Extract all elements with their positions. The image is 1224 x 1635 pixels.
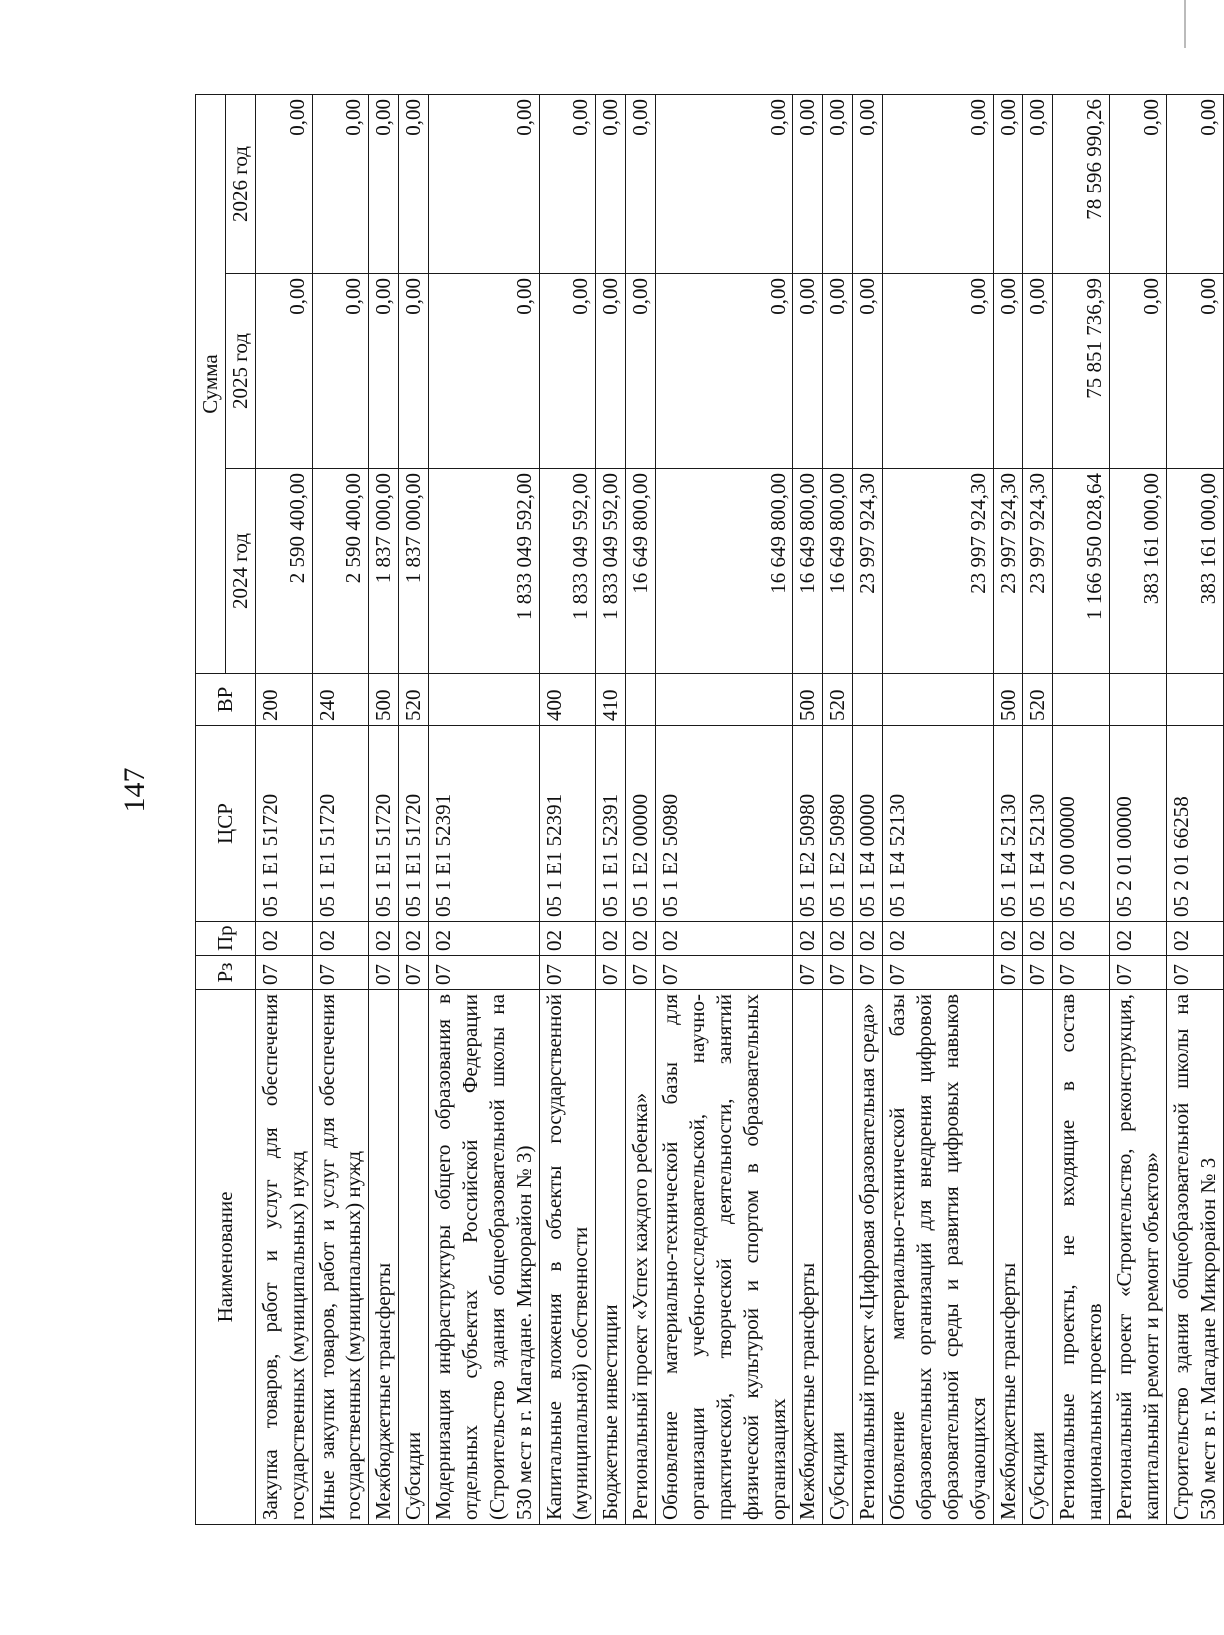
row-name: Межбюджетные трансферты bbox=[369, 990, 399, 1525]
row-rz: 07 bbox=[399, 956, 429, 990]
row-vr: 400 bbox=[539, 674, 596, 726]
row-rz: 07 bbox=[429, 956, 540, 990]
row-csr: 05 1 E2 50980 bbox=[823, 726, 853, 922]
table-row bbox=[1023, 94, 1053, 1524]
row-amount-2025: 0,00 bbox=[1110, 274, 1167, 469]
header-rz: Рз bbox=[196, 956, 256, 990]
header-vr: ВР bbox=[196, 674, 256, 726]
row-rz: 07 bbox=[793, 956, 823, 990]
row-csr: 05 1 E1 52391 bbox=[539, 726, 596, 922]
row-pr: 02 bbox=[1110, 922, 1167, 956]
budget-table bbox=[195, 94, 1224, 1525]
row-amount-2026: 0,00 bbox=[1023, 94, 1053, 273]
row-name: Межбюджетные трансферты bbox=[793, 990, 823, 1525]
row-name: Региональный проект «Успех каждого ребенка» bbox=[626, 990, 656, 1525]
row-vr bbox=[429, 674, 540, 726]
row-vr bbox=[883, 674, 994, 726]
header-year-2024: 2024 год bbox=[225, 469, 255, 674]
row-amount-2026: 0,00 bbox=[312, 94, 369, 273]
budget-table-container bbox=[195, 95, 1220, 1525]
row-pr: 02 bbox=[596, 922, 626, 956]
row-rz: 07 bbox=[883, 956, 994, 990]
row-pr: 02 bbox=[312, 922, 369, 956]
row-amount-2024: 1 166 950 028,64 bbox=[1053, 469, 1110, 674]
header-year-2025: 2025 год bbox=[225, 274, 255, 469]
row-csr: 05 1 E1 52391 bbox=[429, 726, 540, 922]
row-pr: 02 bbox=[1166, 922, 1223, 956]
table-row bbox=[1166, 94, 1223, 1524]
row-amount-2024: 23 997 924,30 bbox=[853, 469, 883, 674]
row-pr: 02 bbox=[255, 922, 312, 956]
row-name: Региональные проекты, не входящие в состав национальных проектов bbox=[1053, 990, 1110, 1525]
row-vr: 410 bbox=[596, 674, 626, 726]
row-amount-2025: 0,00 bbox=[883, 274, 994, 469]
row-vr: 500 bbox=[793, 674, 823, 726]
row-vr bbox=[1110, 674, 1167, 726]
row-amount-2026: 0,00 bbox=[369, 94, 399, 273]
row-csr: 05 1 E4 52130 bbox=[993, 726, 1023, 922]
row-pr: 02 bbox=[656, 922, 793, 956]
row-csr: 05 1 E4 52130 bbox=[1023, 726, 1053, 922]
row-rz: 07 bbox=[1166, 956, 1223, 990]
row-name: Иные закупки товаров, работ и услуг для обеспечения государственных (муниципальных) нужд bbox=[312, 990, 369, 1525]
row-amount-2024: 1 833 049 592,00 bbox=[429, 469, 540, 674]
row-amount-2026: 0,00 bbox=[883, 94, 994, 273]
row-amount-2026: 0,00 bbox=[1166, 94, 1223, 273]
table-body bbox=[255, 94, 1223, 1524]
row-amount-2024: 383 161 000,00 bbox=[1166, 469, 1223, 674]
row-vr: 520 bbox=[399, 674, 429, 726]
row-name: Капитальные вложения в объекты государственной (муниципальной) собственности bbox=[539, 990, 596, 1525]
row-csr: 05 1 E1 51720 bbox=[255, 726, 312, 922]
row-vr: 500 bbox=[369, 674, 399, 726]
row-csr: 05 2 00 00000 bbox=[1053, 726, 1110, 922]
row-vr: 240 bbox=[312, 674, 369, 726]
header-year-2026: 2026 год bbox=[225, 94, 255, 273]
header-pr: Пр bbox=[196, 922, 256, 956]
row-vr bbox=[656, 674, 793, 726]
row-csr: 05 1 E2 00000 bbox=[626, 726, 656, 922]
row-rz: 07 bbox=[255, 956, 312, 990]
row-amount-2026: 78 596 990,26 bbox=[1053, 94, 1110, 273]
row-amount-2025: 0,00 bbox=[993, 274, 1023, 469]
row-name: Обновление материально-технической базы образовательных организаций для внедрения цифровой образовательной среды и развития цифровых навыков обучающихся bbox=[883, 990, 994, 1525]
table-row bbox=[823, 94, 853, 1524]
row-amount-2024: 16 649 800,00 bbox=[656, 469, 793, 674]
row-csr: 05 1 E1 51720 bbox=[369, 726, 399, 922]
row-amount-2025: 0,00 bbox=[429, 274, 540, 469]
row-amount-2024: 23 997 924,30 bbox=[1023, 469, 1053, 674]
row-name: Закупка товаров, работ и услуг для обеспечения государственных (муниципальных) нужд bbox=[255, 990, 312, 1525]
row-vr: 520 bbox=[823, 674, 853, 726]
row-pr: 02 bbox=[539, 922, 596, 956]
row-amount-2026: 0,00 bbox=[429, 94, 540, 273]
table-row bbox=[596, 94, 626, 1524]
row-amount-2025: 75 851 736,99 bbox=[1053, 274, 1110, 469]
row-name: Региональный проект «Строительство, реконструкция, капитальный ремонт и ремонт объектов» bbox=[1110, 990, 1167, 1525]
row-csr: 05 2 01 00000 bbox=[1110, 726, 1167, 922]
row-amount-2025: 0,00 bbox=[255, 274, 312, 469]
row-amount-2025: 0,00 bbox=[853, 274, 883, 469]
row-pr: 02 bbox=[369, 922, 399, 956]
row-vr: 520 bbox=[1023, 674, 1053, 726]
row-csr: 05 1 E4 00000 bbox=[853, 726, 883, 922]
row-amount-2024: 16 649 800,00 bbox=[626, 469, 656, 674]
table-row bbox=[793, 94, 823, 1524]
row-csr: 05 1 E2 50980 bbox=[793, 726, 823, 922]
row-rz: 07 bbox=[596, 956, 626, 990]
table-row bbox=[883, 94, 994, 1524]
row-amount-2024: 383 161 000,00 bbox=[1110, 469, 1167, 674]
row-name: Обновление материально-технической базы для организации учебно-исследовательской, научно-практической, творческой деятельности, занятий физической культурой и спортом в образовательных организациях bbox=[656, 990, 793, 1525]
row-amount-2024: 1 837 000,00 bbox=[399, 469, 429, 674]
row-pr: 02 bbox=[1053, 922, 1110, 956]
row-rz: 07 bbox=[993, 956, 1023, 990]
row-pr: 02 bbox=[793, 922, 823, 956]
row-amount-2026: 0,00 bbox=[853, 94, 883, 273]
row-rz: 07 bbox=[626, 956, 656, 990]
table-row bbox=[399, 94, 429, 1524]
row-amount-2025: 0,00 bbox=[539, 274, 596, 469]
header-csr: ЦСР bbox=[196, 726, 256, 922]
row-amount-2026: 0,00 bbox=[626, 94, 656, 273]
row-amount-2025: 0,00 bbox=[369, 274, 399, 469]
row-amount-2025: 0,00 bbox=[1166, 274, 1223, 469]
table-row bbox=[853, 94, 883, 1524]
row-vr bbox=[853, 674, 883, 726]
row-rz: 07 bbox=[853, 956, 883, 990]
row-amount-2024: 1 837 000,00 bbox=[369, 469, 399, 674]
row-amount-2026: 0,00 bbox=[255, 94, 312, 273]
row-rz: 07 bbox=[656, 956, 793, 990]
row-name: Субсидии bbox=[399, 990, 429, 1525]
row-amount-2025: 0,00 bbox=[626, 274, 656, 469]
row-pr: 02 bbox=[399, 922, 429, 956]
row-pr: 02 bbox=[429, 922, 540, 956]
table-row bbox=[539, 94, 596, 1524]
header-sum: Сумма bbox=[196, 94, 226, 673]
row-amount-2026: 0,00 bbox=[823, 94, 853, 273]
row-pr: 02 bbox=[823, 922, 853, 956]
table-row bbox=[1110, 94, 1167, 1524]
row-name: Модернизация инфраструктуры общего образования в отдельных субъектах Российской Федерации (Строительство здания общеобразовательной школы на 530 мест в г. Магадане. Микрорайон № 3) bbox=[429, 990, 540, 1525]
row-amount-2024: 23 997 924,30 bbox=[993, 469, 1023, 674]
row-rz: 07 bbox=[1023, 956, 1053, 990]
row-name: Региональный проект «Цифровая образовательная среда» bbox=[853, 990, 883, 1525]
row-amount-2025: 0,00 bbox=[656, 274, 793, 469]
row-name: Межбюджетные трансферты bbox=[993, 990, 1023, 1525]
row-amount-2025: 0,00 bbox=[793, 274, 823, 469]
row-pr: 02 bbox=[626, 922, 656, 956]
row-rz: 07 bbox=[539, 956, 596, 990]
row-pr: 02 bbox=[1023, 922, 1053, 956]
row-vr bbox=[1053, 674, 1110, 726]
row-name: Субсидии bbox=[823, 990, 853, 1525]
table-row bbox=[429, 94, 540, 1524]
row-amount-2025: 0,00 bbox=[399, 274, 429, 469]
row-amount-2024: 1 833 049 592,00 bbox=[596, 469, 626, 674]
table-row bbox=[1053, 94, 1110, 1524]
row-amount-2025: 0,00 bbox=[596, 274, 626, 469]
row-pr: 02 bbox=[993, 922, 1023, 956]
row-pr: 02 bbox=[883, 922, 994, 956]
row-amount-2024: 16 649 800,00 bbox=[823, 469, 853, 674]
row-amount-2024: 2 590 400,00 bbox=[255, 469, 312, 674]
row-name: Бюджетные инвестиции bbox=[596, 990, 626, 1525]
row-amount-2026: 0,00 bbox=[596, 94, 626, 273]
row-csr: 05 1 E1 51720 bbox=[399, 726, 429, 922]
row-amount-2026: 0,00 bbox=[993, 94, 1023, 273]
row-csr: 05 1 E1 52391 bbox=[596, 726, 626, 922]
table-row bbox=[312, 94, 369, 1524]
row-amount-2024: 2 590 400,00 bbox=[312, 469, 369, 674]
row-amount-2026: 0,00 bbox=[656, 94, 793, 273]
table-row bbox=[993, 94, 1023, 1524]
table-row bbox=[626, 94, 656, 1524]
row-pr: 02 bbox=[853, 922, 883, 956]
row-csr: 05 1 E2 50980 bbox=[656, 726, 793, 922]
row-rz: 07 bbox=[823, 956, 853, 990]
row-rz: 07 bbox=[1053, 956, 1110, 990]
row-amount-2025: 0,00 bbox=[1023, 274, 1053, 469]
row-vr: 500 bbox=[993, 674, 1023, 726]
row-name: Субсидии bbox=[1023, 990, 1053, 1525]
row-amount-2024: 23 997 924,30 bbox=[883, 469, 994, 674]
row-amount-2025: 0,00 bbox=[823, 274, 853, 469]
table-row bbox=[656, 94, 793, 1524]
row-amount-2024: 16 649 800,00 bbox=[793, 469, 823, 674]
row-amount-2026: 0,00 bbox=[539, 94, 596, 273]
row-amount-2024: 1 833 049 592,00 bbox=[539, 469, 596, 674]
row-csr: 05 1 E1 51720 bbox=[312, 726, 369, 922]
table-row bbox=[255, 94, 312, 1524]
row-csr: 05 1 E4 52130 bbox=[883, 726, 994, 922]
row-vr bbox=[1166, 674, 1223, 726]
row-rz: 07 bbox=[312, 956, 369, 990]
table-row bbox=[369, 94, 399, 1524]
header-name: Наименование bbox=[196, 990, 256, 1525]
row-vr: 200 bbox=[255, 674, 312, 726]
row-rz: 07 bbox=[369, 956, 399, 990]
row-amount-2026: 0,00 bbox=[1110, 94, 1167, 273]
row-amount-2026: 0,00 bbox=[399, 94, 429, 273]
row-amount-2026: 0,00 bbox=[793, 94, 823, 273]
row-rz: 07 bbox=[1110, 956, 1167, 990]
row-name: Строительство здания общеобразовательной школы на 530 мест в г. Магадане Микрорайон № 3 bbox=[1166, 990, 1223, 1525]
page-number: 147 bbox=[118, 767, 151, 813]
scan-edge-mark bbox=[1184, 0, 1186, 48]
row-amount-2025: 0,00 bbox=[312, 274, 369, 469]
row-vr bbox=[626, 674, 656, 726]
row-csr: 05 2 01 66258 bbox=[1166, 726, 1223, 922]
